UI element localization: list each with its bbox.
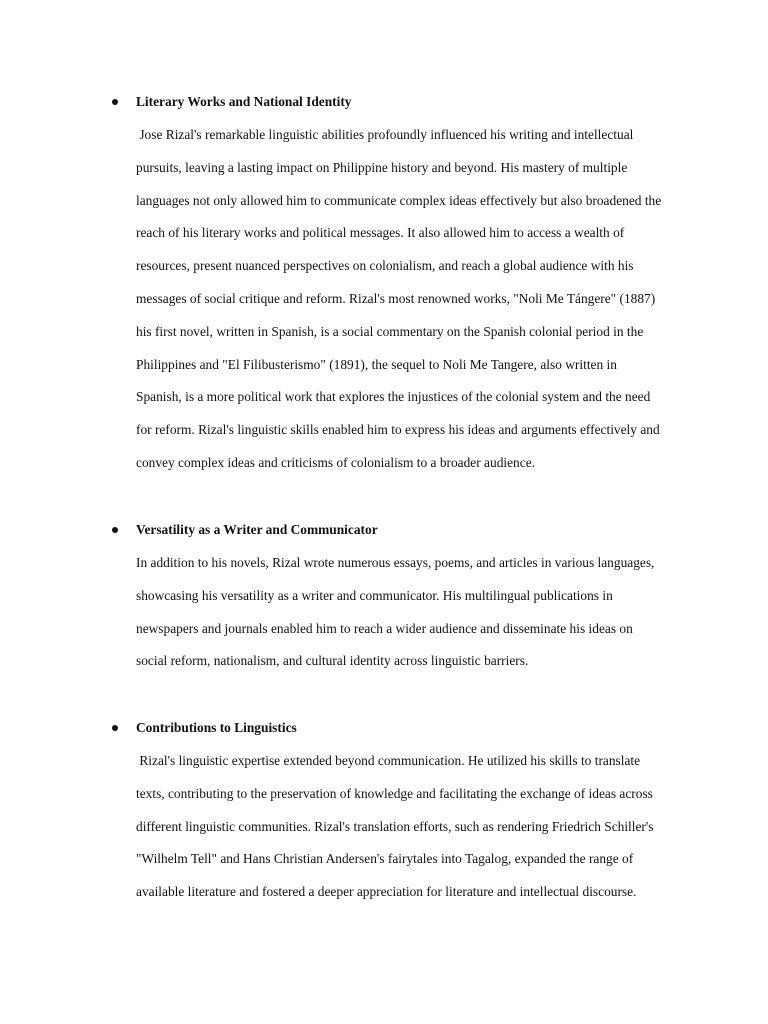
paragraph-line: "Wilhelm Tell" and Hans Christian Andersen's fairytales into Tagalog, expanded the range of xyxy=(136,851,634,867)
section-heading: Versatility as a Writer and Communicator xyxy=(136,522,378,537)
paragraph-line: In addition to his novels, Rizal wrote numerous essays, poems, and articles in various languages, xyxy=(136,555,655,570)
paragraph-line: available literature and fostered a deeper appreciation for literature and intellectual discourse. xyxy=(136,884,637,900)
section-heading-row xyxy=(0,93,768,113)
paragraph-line: newspapers and journals enabled him to reach a wider audience and disseminate his ideas on xyxy=(136,620,633,636)
section-heading: Literary Works and National Identity xyxy=(136,94,352,109)
paragraph-line: texts, contributing to the preservation of knowledge and facilitating the exchange of ideas across xyxy=(136,785,653,801)
bullet-icon xyxy=(112,99,118,105)
paragraph-line: showcasing his versatility as a writer and communicator. His multilingual publications in xyxy=(136,587,613,603)
paragraph-line: his first novel, written in Spanish, is a social commentary on the Spanish colonial period in the xyxy=(136,323,644,339)
paragraph-line: for reform. Rizal's linguistic skills enabled him to express his ideas and arguments effectively and xyxy=(136,422,660,438)
section-paragraph xyxy=(136,119,684,480)
paragraph-line: pursuits, leaving a lasting impact on Philippine history and beyond. His mastery of multiple xyxy=(136,159,628,175)
bullet-icon xyxy=(112,527,118,533)
section-paragraph xyxy=(136,547,684,678)
bullet-icon xyxy=(112,725,118,731)
paragraph-line: resources, present nuanced perspectives on colonialism, and reach a global audience with his xyxy=(136,258,634,274)
paragraph-line: Jose Rizal's remarkable linguistic abilities profoundly influenced his writing and intellectual xyxy=(136,127,634,142)
paragraph-line: convey complex ideas and criticisms of colonialism to a broader audience. xyxy=(136,454,535,470)
paragraph-line: Rizal's linguistic expertise extended beyond communication. He utilized his skills to translate xyxy=(136,753,641,768)
section-heading: Contributions to Linguistics xyxy=(136,720,297,735)
section-paragraph xyxy=(136,745,684,909)
paragraph-line: reach of his literary works and political messages. It also allowed him to access a wealth of xyxy=(136,225,625,241)
paragraph-line: languages not only allowed him to communicate complex ideas effectively but also broadened the xyxy=(136,192,662,208)
paragraph-line: Philippines and "El Filibusterismo" (1891), the sequel to Noli Me Tangere, also written in xyxy=(136,356,617,372)
paragraph-line: Spanish, is a more political work that explores the injustices of the colonial system and the need xyxy=(136,389,651,405)
paragraph-line: messages of social critique and reform. Rizal's most renowned works, "Noli Me Tángere" (1887) xyxy=(136,290,656,306)
section-heading-row xyxy=(0,719,768,739)
section-heading-row xyxy=(0,521,768,541)
paragraph-line: different linguistic communities. Rizal's translation efforts, such as rendering Friedrich Schiller's xyxy=(136,818,654,834)
paragraph-line: social reform, nationalism, and cultural identity across linguistic barriers. xyxy=(136,653,529,669)
